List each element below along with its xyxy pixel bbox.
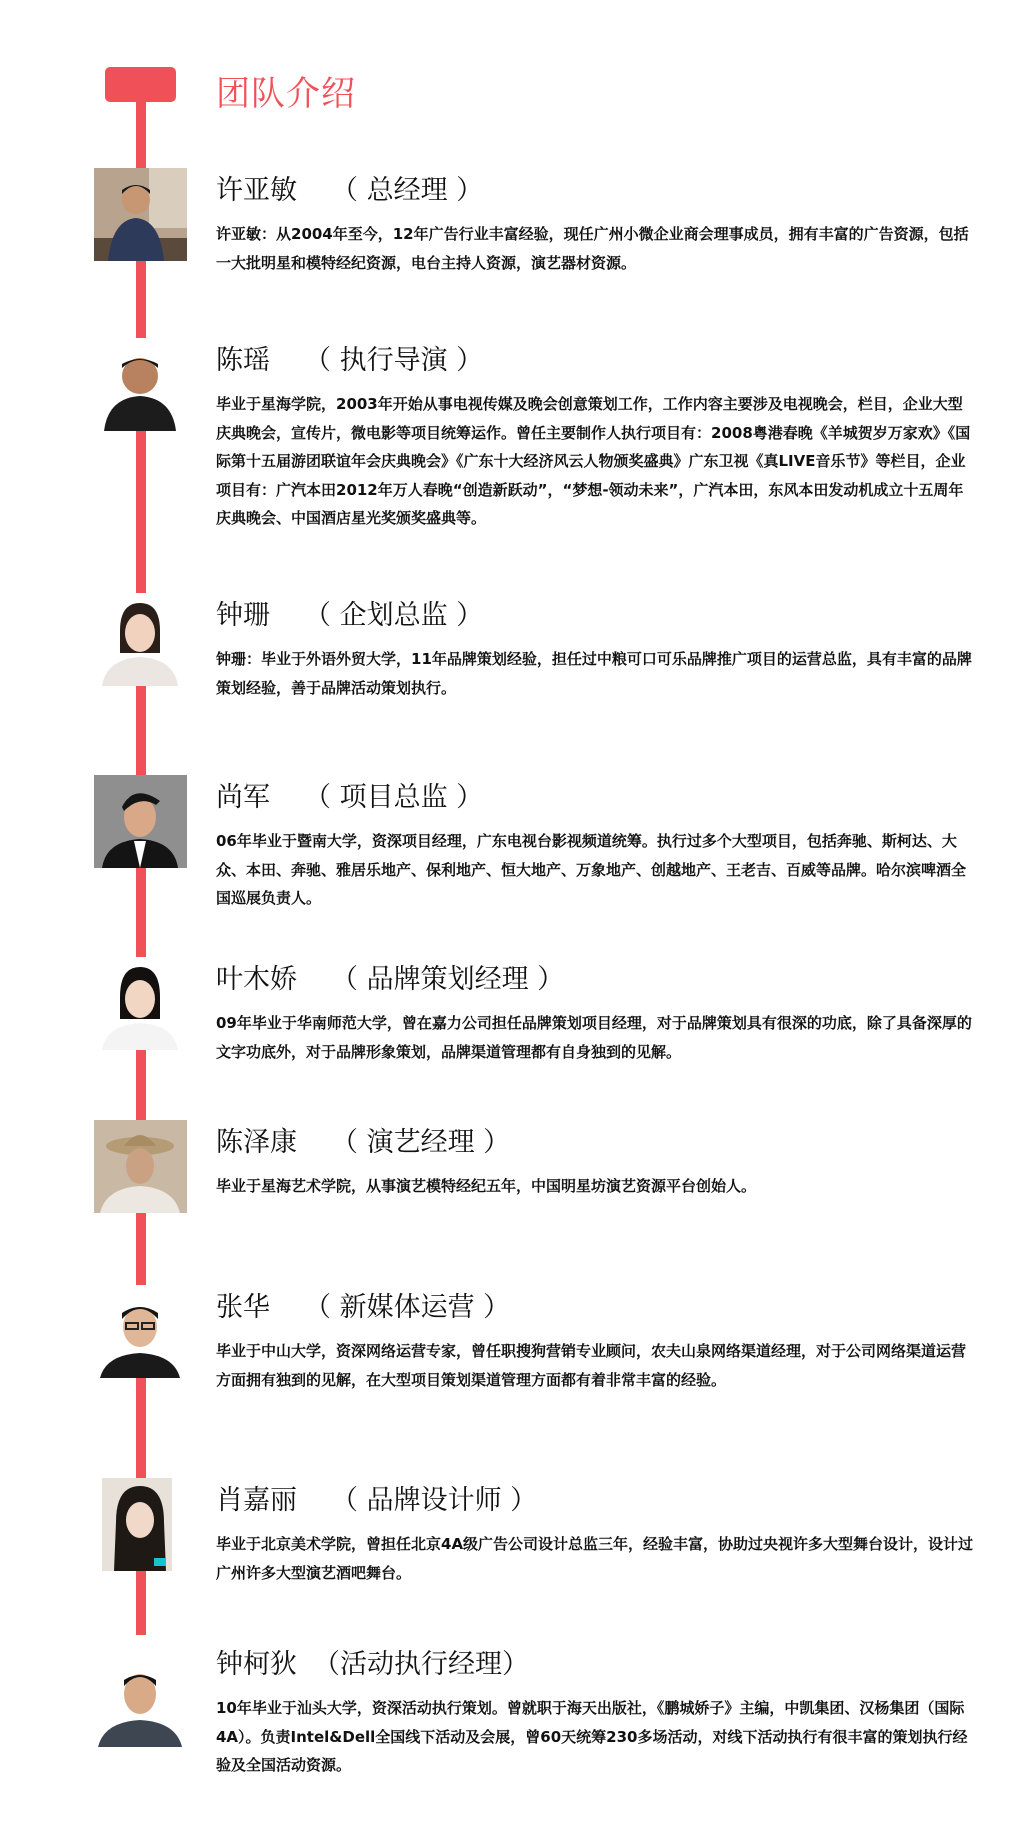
member-role: （ 项目总监 ） xyxy=(304,782,484,813)
avatar xyxy=(94,593,187,686)
member-role: （活动执行经理） xyxy=(313,1649,529,1680)
member-name: 许亚敏 xyxy=(216,175,297,206)
member-name: 尚军 xyxy=(216,782,270,813)
member-name-line xyxy=(216,1120,510,1159)
member-name: 肖嘉丽 xyxy=(216,1485,297,1516)
member-description: 许亚敏：从2004年至今，12年广告行业丰富经验，现任广州小微企业商会理事成员，拥有丰富的广告资源，包括一大批明星和模特经纪资源，电台主持人资源，演艺器材资源。 xyxy=(216,225,969,272)
member-name-line xyxy=(216,593,483,632)
member-role: （ 新媒体运营 ） xyxy=(304,1292,511,1323)
member-name: 陈泽康 xyxy=(216,1127,297,1158)
member-description: 毕业于星海学院，2003年开始从事电视传媒及晚会创意策划工作，工作内容主要涉及电视晚会，栏目，企业大型庆典晚会，宣传片，微电影等项目统筹运作。曾任主要制作人执行项目有：2008粤港春晚《羊城贺岁万家欢》《国际第十五届游团联谊年会庆典晚会》《广东十大经济风云人物颁奖盛典》广东卫视《真LIVE音乐节》等栏目，企业项目有：广汽本田2012年万人春晚“创造新跃动”，“梦想-领动未来”，广汽本田，东风本田发动机成立十五周年庆典晚会、中国酒店星光奖颁奖盛典等。 xyxy=(216,395,971,527)
member-role: （ 总经理 ） xyxy=(331,175,484,206)
member-name-line xyxy=(216,338,483,377)
avatar xyxy=(94,168,187,261)
member-name-line xyxy=(216,1285,510,1324)
section-title: 团队介绍 xyxy=(216,74,356,114)
member-description: 毕业于中山大学，资深网络运营专家，曾任职搜狗营销专业顾问，农夫山泉网络渠道经理，对于公司网络渠道运营方面拥有独到的见解，在大型项目策划渠道管理方面都有着非常丰富的经验。 xyxy=(216,1342,967,1389)
member-role: （ 演艺经理 ） xyxy=(331,1127,511,1158)
timeline-tab xyxy=(105,67,176,102)
member-description: 09年毕业于华南师范大学，曾在嘉力公司担任品牌策划项目经理，对于品牌策划具有很深的功底，除了具备深厚的文字功底外，对于品牌形象策划，品牌渠道管理都有自身独到的见解。 xyxy=(216,1014,972,1061)
member-role: （ 品牌设计师 ） xyxy=(331,1485,538,1516)
member-role: （ 品牌策划经理 ） xyxy=(331,964,565,995)
member-role: （ 执行导演 ） xyxy=(304,345,484,376)
avatar xyxy=(94,1120,187,1213)
member-description: 钟珊：毕业于外语外贸大学，11年品牌策划经验，担任过中粮可口可乐品牌推广项目的运营总监，具有丰富的品牌策划经验，善于品牌活动策划执行。 xyxy=(216,650,972,697)
member-name-line xyxy=(216,775,483,814)
member-name: 钟柯狄 xyxy=(216,1649,297,1680)
member-role: （ 企划总监 ） xyxy=(304,600,484,631)
member-description: 毕业于北京美术学院，曾担任北京4A级广告公司设计总监三年，经验丰富，协助过央视许多大型舞台设计，设计过广州许多大型演艺酒吧舞台。 xyxy=(216,1535,974,1582)
member-description: 毕业于星海艺术学院，从事演艺模特经纪五年，中国明星坊演艺资源平台创始人。 xyxy=(216,1177,757,1195)
member-name: 钟珊 xyxy=(216,600,270,631)
avatar xyxy=(94,1478,187,1571)
member-name: 张华 xyxy=(216,1292,270,1323)
member-name-line xyxy=(216,168,483,207)
member-name: 陈瑶 xyxy=(216,345,270,376)
avatar xyxy=(94,775,187,868)
member-name: 叶木娇 xyxy=(216,964,297,995)
member-name-line xyxy=(216,1478,537,1517)
member-description: 10年毕业于汕头大学，资深活动执行策划。曾就职于海天出版社，《鹏城娇子》主编，中凯集团、汉杨集团（国际4A）。负责Intel&Dell全国线下活动及会展，曾60天统筹230多场活动，对线下活动执行有很丰富的策划执行经验及全国活动资源。 xyxy=(216,1699,968,1774)
avatar xyxy=(94,1285,187,1378)
member-description: 06年毕业于暨南大学，资深项目经理，广东电视台影视频道统筹。执行过多个大型项目，包括奔驰、斯柯达、大众、本田、奔驰、雅居乐地产、保利地产、恒大地产、万象地产、创越地产、王老吉、百威等品牌。哈尔滨啤酒全国巡展负责人。 xyxy=(216,832,967,907)
avatar xyxy=(94,957,187,1050)
avatar xyxy=(94,338,187,431)
member-name-line xyxy=(216,957,564,996)
avatar xyxy=(94,1654,187,1747)
member-name-line xyxy=(216,1642,529,1681)
